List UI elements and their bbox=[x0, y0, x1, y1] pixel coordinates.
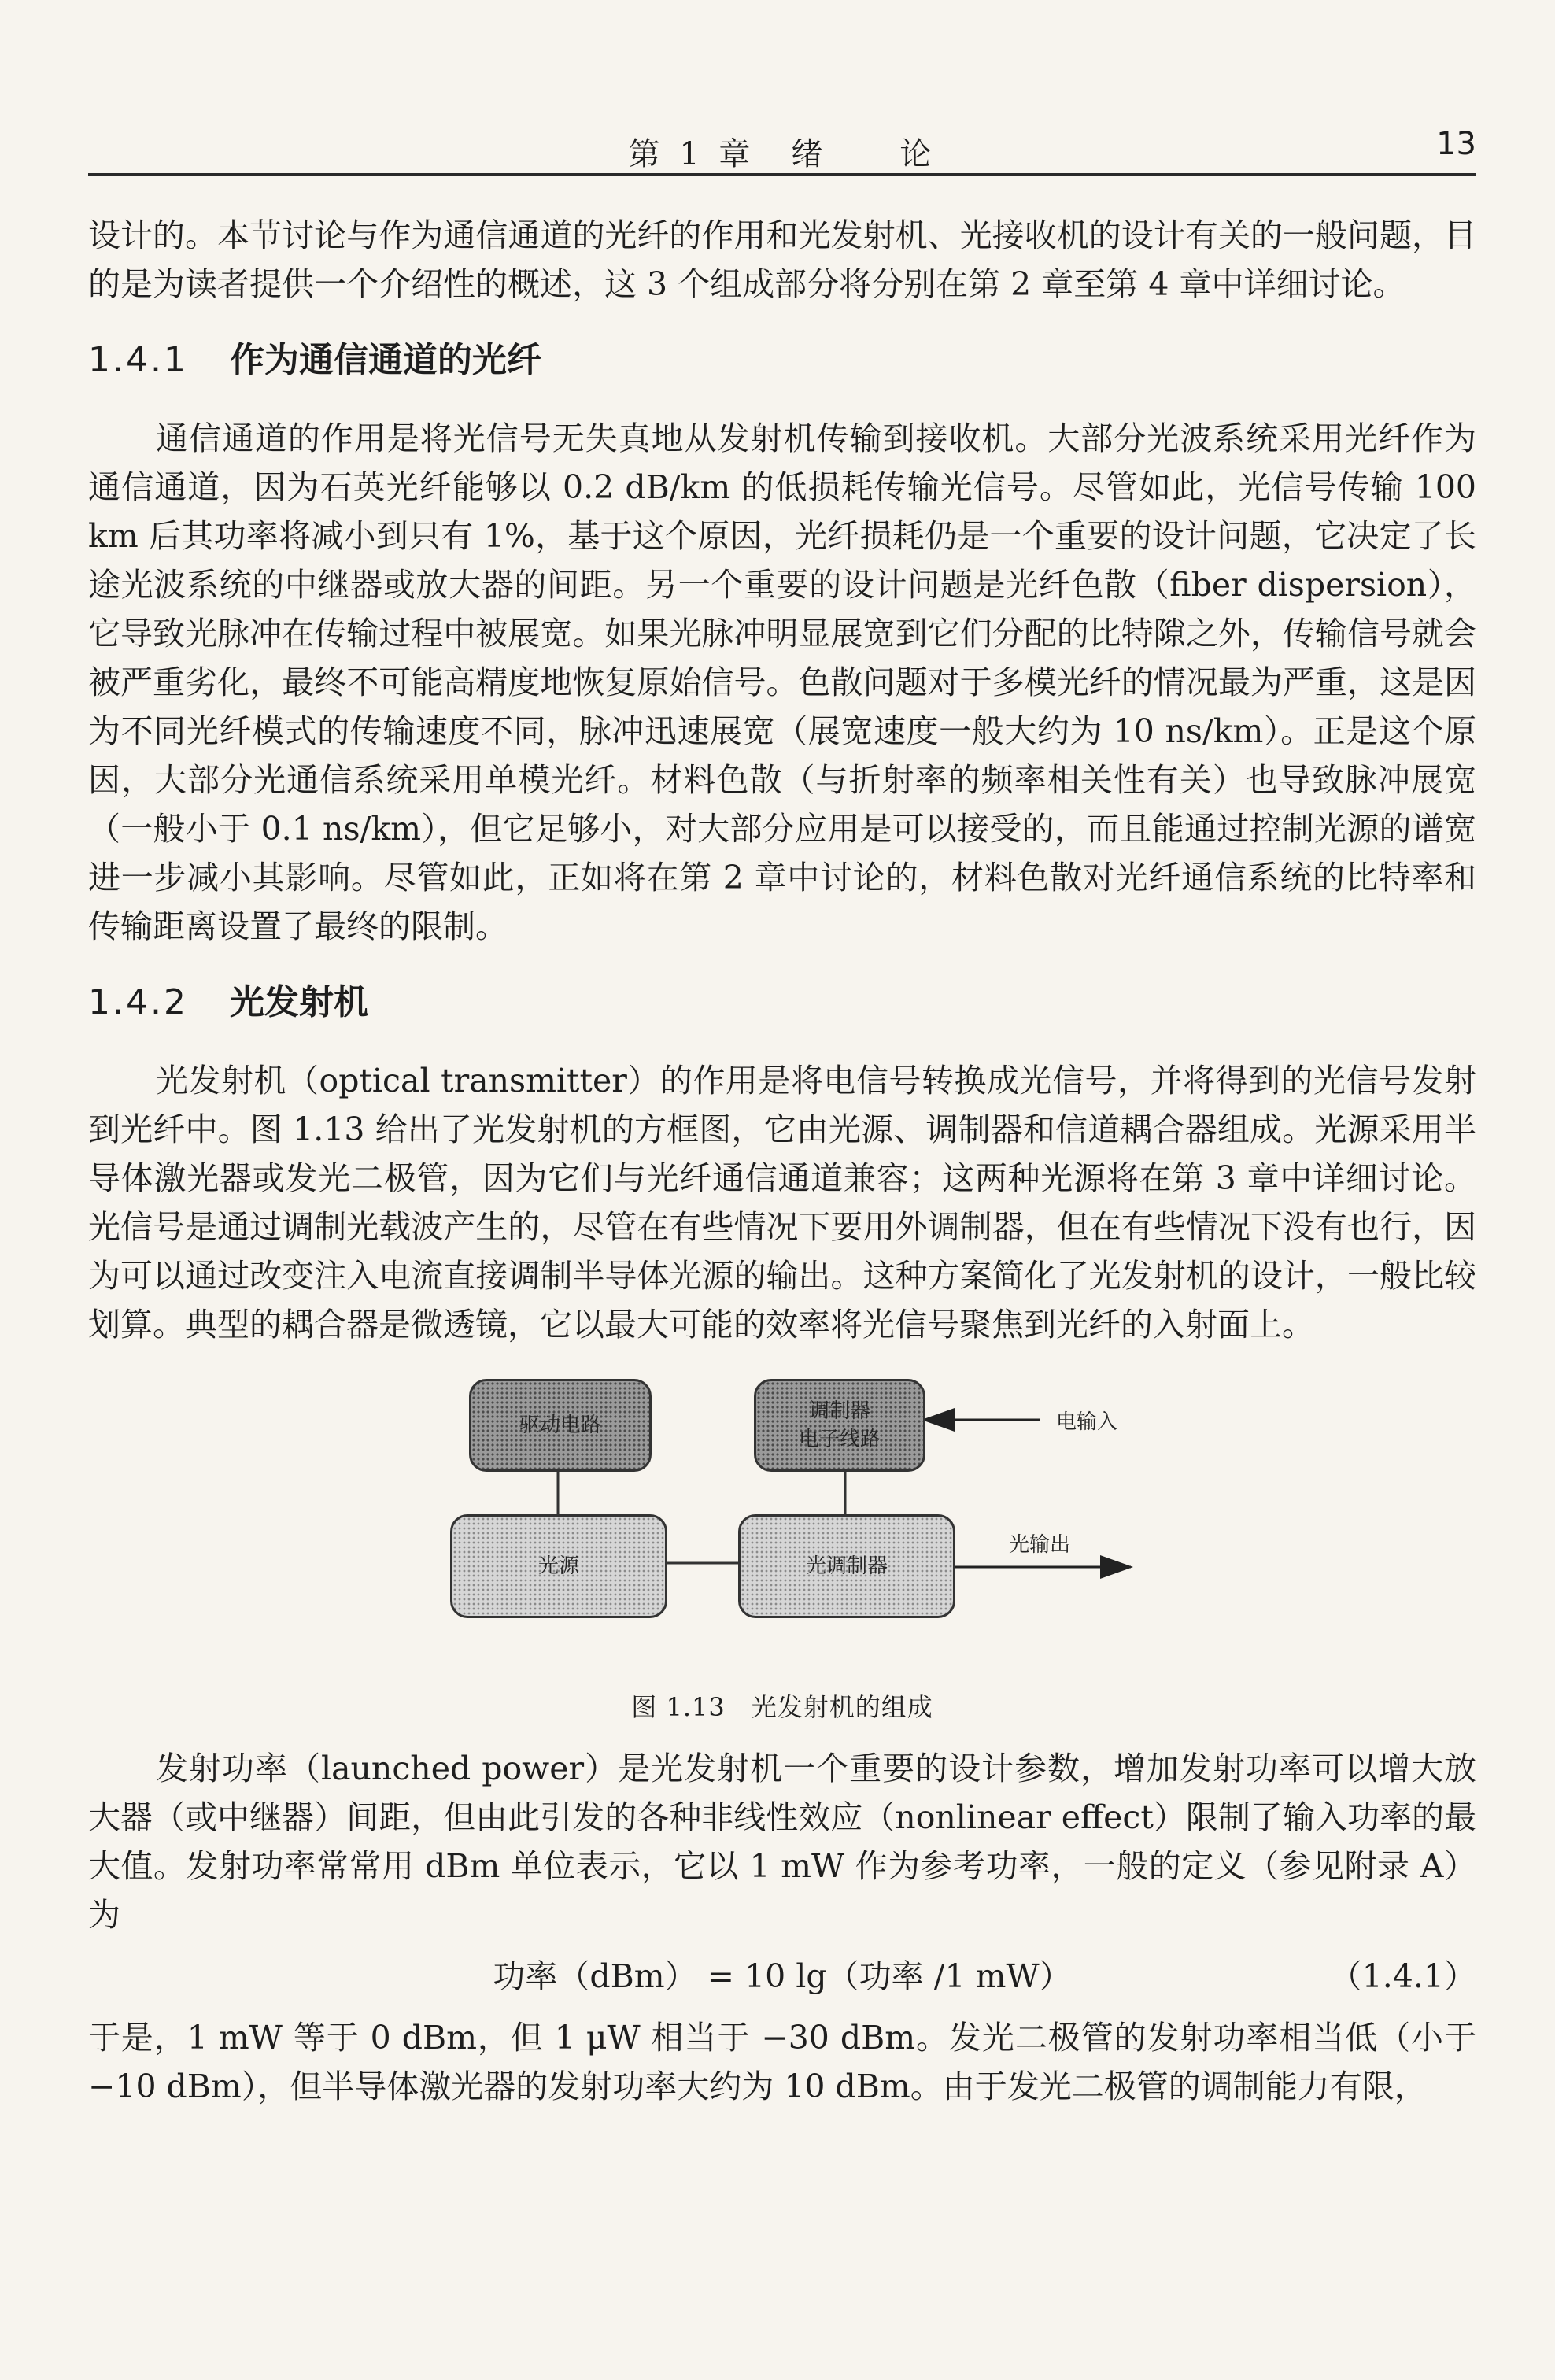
modulator-circuit-label bbox=[789, 1397, 890, 1454]
driver-circuit-box bbox=[469, 1379, 652, 1472]
modulator-circuit-label-line2: 电子线路 bbox=[798, 1428, 881, 1451]
section-title: 光发射机 bbox=[230, 982, 368, 1022]
equation-1-4-1 bbox=[88, 1952, 1476, 2001]
modulator-circuit-box bbox=[754, 1379, 925, 1472]
figure-caption: 图 1.13 光发射机的组成 bbox=[631, 1692, 933, 1722]
section-1-4-1-paragraph: 通信通道的作用是将光信号无失真地从发射机传输到接收机。大部分光波系统采用光纤作为通信通道，因为石英光纤能够以 0.2 dB/km 的低损耗传输光信号。尽管如此，光信号传输 100 km 后其功率将减小到只有 1%，基于这个原因，光纤损耗仍是一个重要的设计问题，它决定了长途光波系统的中继器或放大器的间距。另一个重要的设计问题是光纤色散（fiber dispersion），它导致光脉冲在传输过程中被展宽。如果光脉冲明显展宽到它们分配的比特隙之外，传输信号就会被严重劣化，最终不可能高精度地恢复原始信号。色散问题对于多模光纤的情况最为严重，这是因为不同光纤模式的传输速度不同，脉冲迅速展宽（展宽速度一般大约为 10 ns/km）。正是这个原因，大部分光通信系统采用单模光纤。材料色散（与折射率的频率相关性有关）也导致脉冲展宽（一般小于 0.1 ns/km），但它足够小，对大部分应用是可以接受的，而且能通过控制光源的谱宽进一步减小其影响。尽管如此，正如将在第 2 章中讨论的，材料色散对光纤通信系统的比特率和传输距离设置了最终的限制。 bbox=[88, 419, 1476, 945]
transmitter-block-diagram bbox=[88, 1374, 1476, 1744]
light-source-label: 光源 bbox=[537, 1554, 579, 1578]
optical-modulator-box bbox=[738, 1514, 955, 1618]
equation-text: 功率（dBm） = 10 lg（功率 /1 mW） bbox=[493, 1957, 1072, 1995]
section-title: 作为通信通道的光纤 bbox=[230, 340, 541, 380]
modulator-circuit-label-line1: 调制器 bbox=[808, 1399, 870, 1423]
equation-number: （1.4.1） bbox=[1329, 1957, 1476, 1995]
section-number: 1.4.2 bbox=[88, 982, 188, 1022]
electrical-input-label: 电输入 bbox=[1056, 1410, 1118, 1434]
driver-circuit-label: 驱动电路 bbox=[519, 1414, 601, 1437]
optical-output-label: 光输出 bbox=[1009, 1533, 1071, 1557]
optical-modulator-label: 光调制器 bbox=[805, 1554, 888, 1578]
launched-power-paragraph: 发射功率（launched power）是光发射机一个重要的设计参数，增加发射功率可以增大放大器（或中继器）间距，但由此引发的各种非线性效应（nonlinear effect）限制了输入功率的最大值。发射功率常常用 dBm 单位表示，它以 1 mW 作为参考功率，一般的定义（参见附录 A）为 bbox=[88, 1750, 1476, 1934]
page-body bbox=[88, 211, 1476, 2111]
page-number: 13 bbox=[1436, 126, 1476, 162]
section-heading-1-4-2 bbox=[88, 979, 1476, 1026]
section-1-4-2-paragraph: 光发射机（optical transmitter）的作用是将电信号转换成光信号，并将得到的光信号发射到光纤中。图 1.13 给出了光发射机的方框图，它由光源、调制器和信道耦合器组成。光源采用半导体激光器或发光二极管，因为它们与光纤通信通道兼容；这两种光源将在第 3 章中详细讨论。光信号是通过调制光载波产生的，尽管在有些情况下要用外调制器，但在有些情况下没有也行，因为可以通过改变注入电流直接调制半导体光源的输出。这种方案简化了光发射机的设计，一般比较划算。典型的耦合器是微透镜，它以最大可能的效率将光信号聚焦到光纤的入射面上。 bbox=[88, 1062, 1476, 1343]
light-source-box bbox=[450, 1514, 667, 1618]
section-heading-1-4-1 bbox=[88, 337, 1476, 384]
final-paragraph: 于是，1 mW 等于 0 dBm，但 1 μW 相当于 −30 dBm。发光二极管的发射功率相当低（小于 −10 dBm），但半导体激光器的发射功率大约为 10 dBm。由于发光二极管的调制能力有限， bbox=[88, 2019, 1476, 2105]
intro-paragraph: 设计的。本节讨论与作为通信通道的光纤的作用和光发射机、光接收机的设计有关的一般问题，目的是为读者提供一个介绍性的概述，这 3 个组成部分将分别在第 2 章至第 4 章中详细讨论。 bbox=[88, 216, 1476, 303]
running-header bbox=[88, 118, 1476, 176]
section-number: 1.4.1 bbox=[88, 340, 188, 380]
chapter-title: 第 1 章 绪 论 bbox=[628, 136, 936, 172]
